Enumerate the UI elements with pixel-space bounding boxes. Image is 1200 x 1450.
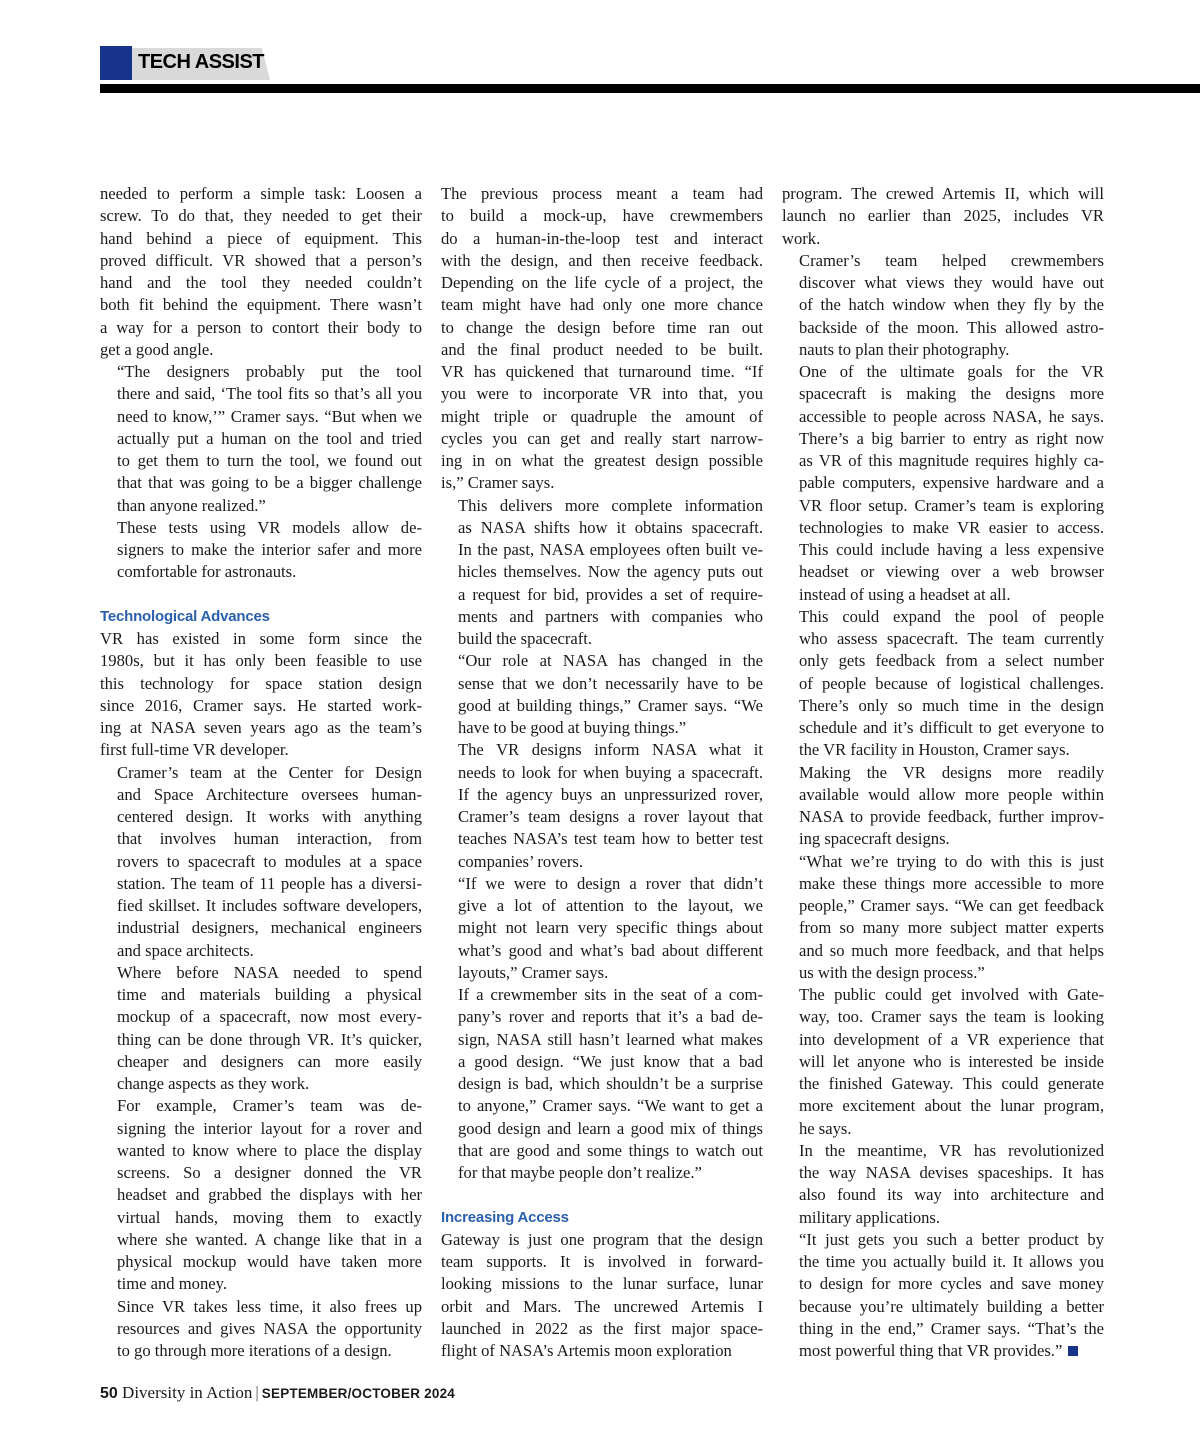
text-line: as VR of this magnitude requires highly ca- bbox=[799, 451, 1104, 470]
text-line: is,” Cramer says. bbox=[441, 473, 555, 493]
text-line: launched in 2022 as the first major space- bbox=[441, 1318, 763, 1338]
text-line: available would allow more people within bbox=[799, 784, 1104, 804]
text-line: NASA to provide feedback, further improv- bbox=[799, 807, 1104, 826]
text-line: teaches NASA’s test team how to better test bbox=[458, 829, 763, 849]
text-line: screens. So a designer donned the VR bbox=[117, 1163, 422, 1182]
paragraph bbox=[441, 183, 763, 495]
text-line: actually put a human on the tool and tried bbox=[117, 428, 422, 448]
text-line: people,” Cramer says. “We can get feedback bbox=[799, 896, 1104, 915]
paragraph bbox=[441, 495, 763, 651]
section-header bbox=[0, 0, 1200, 100]
text-line: that are good and some things to watch out bbox=[458, 1140, 763, 1160]
text-line: give a lot of attention to the layout, we bbox=[458, 896, 763, 915]
text-line: companies’ rovers. bbox=[458, 851, 584, 871]
text-line: us with the design process.” bbox=[799, 962, 985, 982]
text-line: need to know,’” Cramer says. “But when we bbox=[117, 406, 422, 426]
text-line: team might have had only one more chance bbox=[441, 295, 763, 315]
text-line: proved difficult. VR showed that a person’s bbox=[100, 250, 422, 270]
text-line: This delivers more complete information bbox=[458, 495, 763, 515]
text-line: the finished Gateway. This could generate bbox=[799, 1074, 1104, 1093]
text-line: virtual hands, moving them to exactly bbox=[117, 1207, 422, 1227]
paragraph bbox=[100, 1296, 422, 1363]
text-line: technologies to make VR easier to access. bbox=[799, 517, 1104, 537]
paragraph bbox=[782, 606, 1104, 762]
text-line: get a good angle. bbox=[100, 339, 214, 359]
text-line: VR has existed in some form since the bbox=[100, 629, 422, 648]
text-line: headset or viewing over a web browser bbox=[799, 562, 1104, 582]
text-line: the time you actually build it. It allows you bbox=[799, 1252, 1104, 1271]
text-line: of people because of logistical challenges. bbox=[799, 673, 1104, 693]
paragraph bbox=[782, 361, 1104, 606]
paragraph bbox=[100, 361, 422, 517]
text-line: as NASA shifts how it obtains spacecraft. bbox=[458, 517, 763, 537]
text-line: you were to incorporate VR into that, you bbox=[441, 384, 763, 404]
text-line: most powerful thing that VR provides.” bbox=[782, 1340, 1104, 1362]
text-line: needed to perform a simple task: Loosen a bbox=[100, 184, 422, 203]
text-line: spacecraft is making the designs more bbox=[799, 384, 1104, 404]
text-line: program. The crewed Artemis II, which will bbox=[782, 184, 1104, 203]
text-line: good at building things,” Cramer says. “We bbox=[458, 695, 763, 715]
paragraph-final bbox=[782, 1229, 1104, 1363]
text-line: do a human-in-the-loop test and interact bbox=[441, 228, 763, 248]
paragraph bbox=[100, 628, 422, 762]
text-line: because you’re ultimately building a better bbox=[799, 1296, 1104, 1316]
text-line: more excitement about the lunar program, bbox=[799, 1096, 1104, 1116]
text-line: signing the interior layout for a rover and bbox=[117, 1118, 422, 1138]
text-line: good design and learn a good mix of things bbox=[458, 1118, 763, 1138]
text-line: resources and gives NASA the opportunity bbox=[117, 1318, 422, 1338]
text-line: Cramer’s team designs a rover layout that bbox=[458, 807, 763, 826]
text-line: Cramer’s team helped crewmembers bbox=[799, 250, 1104, 270]
text-line: this technology for space station design bbox=[100, 673, 422, 693]
text-line: and space architects. bbox=[117, 940, 254, 960]
paragraph bbox=[100, 517, 422, 584]
text-line: “If we were to design a rover that didn’t bbox=[458, 873, 763, 893]
text-line: there and said, ‘The tool fits so that’s all you bbox=[117, 384, 422, 404]
text-line: This could include having a less expensive bbox=[799, 540, 1104, 559]
text-line: instead of using a headset at all. bbox=[799, 584, 1011, 604]
text-line: that that was going to be a bigger challenge bbox=[117, 473, 422, 493]
paragraph bbox=[100, 962, 422, 1096]
text-line: The public could get involved with Gate- bbox=[799, 985, 1104, 1004]
paragraph bbox=[782, 250, 1104, 361]
text-line: of the hatch window when they fly by the bbox=[799, 295, 1104, 315]
text-line: to anyone,” Cramer says. “We want to get a bbox=[458, 1096, 763, 1116]
text-line: to build a mock-up, have crewmembers bbox=[441, 206, 763, 226]
text-line: pany’s rover and reports that it’s a bad de- bbox=[458, 1007, 763, 1027]
paragraph bbox=[100, 1095, 422, 1295]
text-line: first full-time VR developer. bbox=[100, 740, 289, 760]
text-line: who assess spacecraft. The team currently bbox=[799, 629, 1104, 648]
text-line: he says. bbox=[799, 1118, 852, 1138]
text-line: and so much more feedback, and that helps bbox=[799, 940, 1104, 960]
text-line: time and money. bbox=[117, 1274, 227, 1294]
paragraph bbox=[100, 183, 422, 361]
text-line: This could expand the pool of people bbox=[799, 606, 1104, 626]
text-line: might not learn very specific things about bbox=[458, 918, 763, 938]
text-line: a way for a person to contort their body to bbox=[100, 317, 422, 337]
text-line: layouts,” Cramer says. bbox=[458, 962, 609, 982]
text-line: sense that we don’t necessarily have to be bbox=[458, 673, 763, 693]
paragraph bbox=[441, 650, 763, 739]
text-line: cycles you can get and really start narrow- bbox=[441, 428, 763, 448]
magazine-title: Diversity in Action bbox=[122, 1383, 253, 1402]
text-line: and Space Architecture oversees human- bbox=[117, 784, 422, 804]
text-line: If a crewmember sits in the seat of a com- bbox=[458, 985, 763, 1004]
text-line: hicles themselves. Now the agency puts out bbox=[458, 562, 763, 582]
text-line: ing spacecraft designs. bbox=[799, 829, 950, 849]
text-line: time and materials building a physical bbox=[117, 985, 422, 1004]
text-line: Making the VR designs more readily bbox=[799, 762, 1104, 782]
paragraph bbox=[782, 183, 1104, 250]
text-line: Depending on the life cycle of a project, the bbox=[441, 273, 763, 292]
paragraph bbox=[441, 984, 763, 1184]
text-line: to go through more iterations of a design. bbox=[117, 1341, 392, 1360]
text-line: than anyone realized.” bbox=[117, 495, 266, 515]
paragraph bbox=[441, 1229, 763, 1363]
text-line: team supports. It is involved in forward- bbox=[441, 1252, 763, 1271]
text-line: orbit and Mars. The uncrewed Artemis I bbox=[441, 1296, 763, 1316]
text-line: with the design, and then receive feedback. bbox=[441, 250, 763, 270]
text-line: industrial designers, mechanical engineers bbox=[117, 918, 422, 938]
header-accent-square bbox=[100, 46, 132, 80]
text-line: flight of NASA’s Artemis moon exploration bbox=[441, 1341, 732, 1360]
text-line: accessible to people across NASA, he says. bbox=[799, 406, 1104, 426]
paragraph bbox=[441, 739, 763, 873]
text-line: signers to make the interior safer and more bbox=[117, 540, 422, 559]
header-rule bbox=[100, 84, 1200, 93]
text-line: a good design. “We just know that a bad bbox=[458, 1051, 763, 1071]
text-line: cheaper and designers can more easily bbox=[117, 1051, 422, 1071]
text-line: to get them to turn the tool, we found out bbox=[117, 451, 422, 470]
text-line: sign, NASA still hasn’t learned what makes bbox=[458, 1029, 763, 1049]
article-column-1 bbox=[100, 183, 422, 1362]
text-line: In the meantime, VR has revolutionized bbox=[799, 1140, 1104, 1160]
article-column-3 bbox=[782, 183, 1104, 1362]
text-line: hand and the tool they needed couldn’t bbox=[100, 273, 422, 292]
end-mark-icon bbox=[1068, 1346, 1078, 1356]
text-line: thing can be done through VR. It’s quicker, bbox=[117, 1029, 422, 1049]
text-line: If the agency buys an unpressurized rover, bbox=[458, 784, 763, 804]
text-line: looking missions to the lunar surface, lunar bbox=[441, 1274, 763, 1294]
text-line: only gets feedback from a select number bbox=[799, 651, 1104, 671]
text-line: discover what views they would have out bbox=[799, 273, 1104, 292]
text-line: VR floor setup. Cramer’s team is exploring bbox=[799, 495, 1104, 515]
text-line: wanted to know where to place the display bbox=[117, 1140, 422, 1160]
subhead-increasing-access: Increasing Access bbox=[441, 1208, 569, 1226]
text-line: a request for bid, provides a set of require- bbox=[458, 584, 763, 604]
subhead-technological-advances: Technological Advances bbox=[100, 607, 270, 625]
paragraph bbox=[782, 851, 1104, 985]
text-line: The VR designs inform NASA what it bbox=[458, 740, 763, 760]
text-line: ments and partners with companies who bbox=[458, 606, 763, 626]
text-line: One of the ultimate goals for the VR bbox=[799, 362, 1104, 381]
section-label: TECH ASSIST bbox=[138, 51, 264, 73]
text-line: ing in on what the greatest design possible bbox=[441, 451, 763, 470]
text-line: that involves human interaction, from bbox=[117, 829, 422, 849]
text-line: make these things more accessible to more bbox=[799, 873, 1104, 893]
text-line: backside of the moon. This allowed astro- bbox=[799, 317, 1104, 337]
text-line: thing in the end,” Cramer says. “That’s the bbox=[799, 1318, 1104, 1338]
text-line: Where before NASA needed to spend bbox=[117, 962, 422, 982]
text-line: for that maybe people don’t realize.” bbox=[458, 1163, 702, 1182]
text-line: There’s only so much time in the design bbox=[799, 695, 1104, 715]
paragraph bbox=[782, 762, 1104, 851]
text-line: launch no earlier than 2025, includes VR bbox=[782, 206, 1104, 226]
text-line: design is bad, which shouldn’t be a surprise bbox=[458, 1074, 763, 1093]
text-line: These tests using VR models allow de- bbox=[117, 517, 422, 537]
text-line: “Our role at NASA has changed in the bbox=[458, 651, 763, 671]
text-line: both fit behind the equipment. There wasn’t bbox=[100, 295, 422, 315]
footer-separator: | bbox=[255, 1383, 259, 1402]
issue-date: SEPTEMBER/OCTOBER 2024 bbox=[261, 1386, 455, 1401]
text-line: way, too. Cramer says the team is looking bbox=[799, 1007, 1104, 1027]
text-line: mockup of a spacecraft, now most every- bbox=[117, 1007, 422, 1027]
text-line: The previous process meant a team had bbox=[441, 184, 763, 203]
text-line: from so many more subject matter experts bbox=[799, 918, 1104, 938]
text-line: where she wanted. A change like that in a bbox=[117, 1229, 422, 1249]
text-line: headset and grabbed the displays with her bbox=[117, 1185, 422, 1205]
paragraph bbox=[782, 984, 1104, 1140]
text-line: VR has quickened that turnaround time. “If bbox=[441, 362, 763, 381]
text-line: “It just gets you such a better product by bbox=[799, 1229, 1104, 1249]
text-line: 1980s, but it has only been feasible to use bbox=[100, 651, 422, 671]
text-line: “The designers probably put the tool bbox=[117, 362, 422, 381]
text-line: physical mockup would have taken more bbox=[117, 1252, 422, 1271]
text-line: comfortable for astronauts. bbox=[117, 562, 297, 582]
page-number: 50 bbox=[100, 1385, 118, 1402]
text-line: Cramer’s team at the Center for Design bbox=[117, 762, 422, 782]
paragraph bbox=[782, 1140, 1104, 1229]
text-line: also found its way into architecture and bbox=[799, 1185, 1104, 1205]
text-line: nauts to plan their photography. bbox=[799, 339, 1010, 359]
article-column-2 bbox=[441, 183, 763, 1362]
text-line: needs to look for when buying a spacecraft. bbox=[458, 762, 763, 782]
paragraph bbox=[441, 873, 763, 984]
text-line: station. The team of 11 people has a diversi- bbox=[117, 873, 422, 893]
text-line: screw. To do that, they needed to get their bbox=[100, 206, 422, 226]
text-line: Since VR takes less time, it also frees up bbox=[117, 1296, 422, 1316]
text-line: might triple or quadruple the amount of bbox=[441, 406, 763, 426]
text-line: into development of a VR experience that bbox=[799, 1029, 1104, 1049]
text-line: since 2016, Cramer says. He started work- bbox=[100, 695, 422, 715]
text-line: Gateway is just one program that the design bbox=[441, 1229, 763, 1249]
text-line: have to be good at buying things.” bbox=[458, 718, 687, 737]
text-line: to design for more cycles and save money bbox=[799, 1274, 1104, 1294]
text-line: There’s a big barrier to entry as right now bbox=[799, 428, 1104, 448]
text-line: what’s good and what’s bad about different bbox=[458, 940, 763, 960]
text-line: In the past, NASA employees often built ve- bbox=[458, 540, 763, 559]
text-line: will let anyone who is interested be inside bbox=[799, 1051, 1104, 1071]
text-line: and the final product needed to be built. bbox=[441, 339, 763, 359]
text-line: build the spacecraft. bbox=[458, 629, 593, 648]
text-line: the way NASA devises spaceships. It has bbox=[799, 1163, 1104, 1182]
text-line: “What we’re trying to do with this is just bbox=[799, 851, 1104, 871]
paragraph bbox=[100, 762, 422, 962]
text-line: the VR facility in Houston, Cramer says. bbox=[799, 740, 1070, 760]
text-line: schedule and it’s difficult to get everyone to bbox=[799, 718, 1104, 737]
text-line: ing at NASA seven years ago as the team’s bbox=[100, 718, 422, 737]
text-line: military applications. bbox=[799, 1207, 941, 1227]
text-line: For example, Cramer’s team was de- bbox=[117, 1096, 422, 1116]
text-line: fied skillset. It includes software developers, bbox=[117, 896, 422, 915]
text-line: centered design. It works with anything bbox=[117, 807, 422, 826]
page-footer bbox=[100, 1383, 455, 1403]
text-line: to change the design before time ran out bbox=[441, 317, 763, 337]
text-line: hand behind a piece of equipment. This bbox=[100, 228, 422, 248]
text-line: pable computers, expensive hardware and a bbox=[799, 473, 1104, 493]
text-line: rovers to spacecraft to modules at a space bbox=[117, 851, 422, 871]
text-line: work. bbox=[782, 228, 821, 248]
text-line: change aspects as they work. bbox=[117, 1074, 310, 1093]
